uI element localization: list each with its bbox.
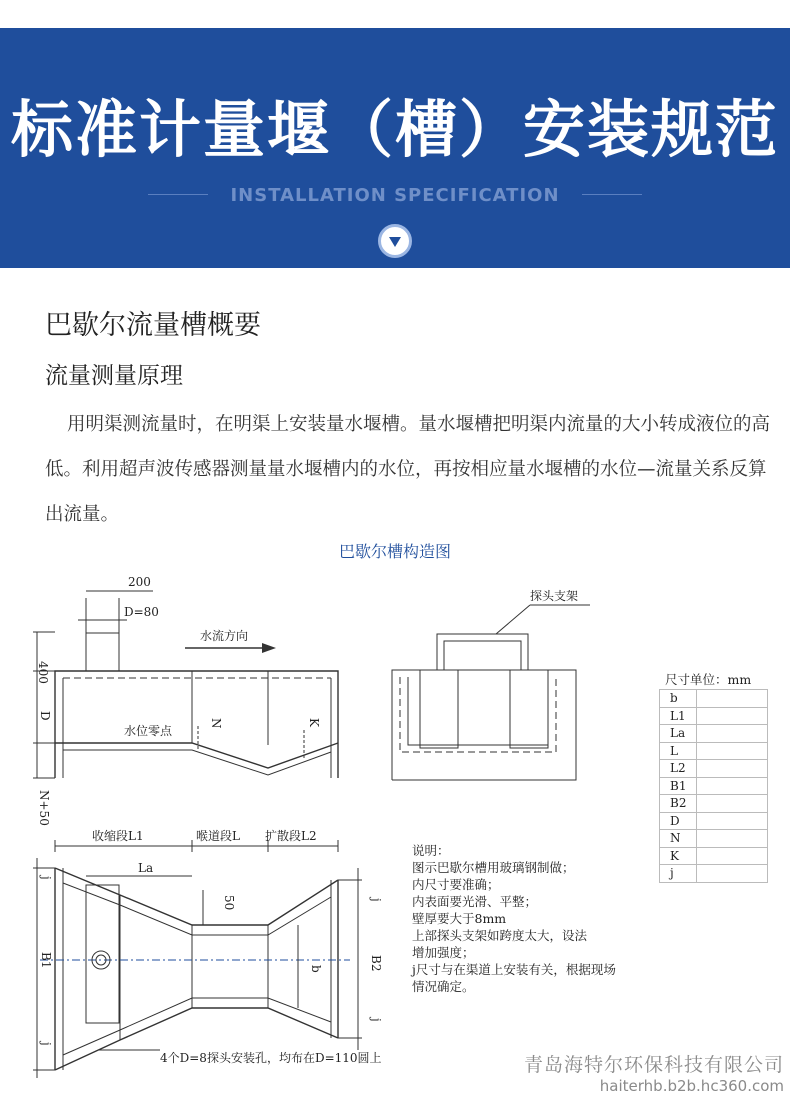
dim-b: b xyxy=(309,965,323,973)
dim-50: 50 xyxy=(222,895,236,911)
diagram-title: 巴歇尔槽构造图 xyxy=(338,542,451,561)
seg-l1-label: 收缩段L1 xyxy=(92,829,144,843)
dim-200: 200 xyxy=(128,575,151,589)
dimension-key: b xyxy=(660,690,697,708)
dimension-key: K xyxy=(660,847,697,865)
seg-l2-label: 扩散段L2 xyxy=(265,829,317,843)
dimension-key: j xyxy=(660,865,697,883)
dim-400: 400 xyxy=(36,661,50,684)
dimension-key: D xyxy=(660,812,697,830)
page-title: 标准计量堰（槽）安装规范 xyxy=(10,93,779,166)
note-line: 内表面要光滑、平整； xyxy=(412,894,538,909)
notes-block xyxy=(412,842,682,995)
dim-j-bottom-right: j xyxy=(369,1018,383,1022)
dimension-key: B2 xyxy=(660,795,697,813)
dimension-value xyxy=(697,830,768,848)
flow-arrow-icon xyxy=(262,643,276,653)
dimension-value xyxy=(697,760,768,778)
dim-j-top-right: j xyxy=(369,898,383,902)
dimension-value xyxy=(697,795,768,813)
dimension-row xyxy=(660,742,768,760)
dimension-key: N xyxy=(660,830,697,848)
dim-j-bottom-left: j xyxy=(39,1042,53,1046)
dimension-value xyxy=(697,690,768,708)
dimension-value xyxy=(697,707,768,725)
seg-l-label: 喉道段L xyxy=(196,829,240,843)
note-line: j尺寸与在渠道上安装有关，根据现场 xyxy=(412,962,616,977)
dimension-row xyxy=(660,725,768,743)
watermark-domain: haiterhb.b2b.hc360.com xyxy=(599,1077,784,1095)
page-subtitle: INSTALLATION SPECIFICATION xyxy=(230,185,560,206)
dimension-value xyxy=(697,777,768,795)
note-line: 内尺寸要准确； xyxy=(412,877,500,892)
note-line: 情况确定。 xyxy=(412,979,475,994)
dimension-value xyxy=(697,742,768,760)
dim-b2: B2 xyxy=(369,955,383,972)
dimension-row xyxy=(660,760,768,778)
probe-box xyxy=(86,633,119,671)
dim-n50: N+50 xyxy=(37,790,51,826)
dimension-key: B1 xyxy=(660,777,697,795)
watermark xyxy=(524,1050,784,1095)
dimension-row xyxy=(660,690,768,708)
dimension-row xyxy=(660,812,768,830)
dimension-key: L1 xyxy=(660,707,697,725)
dimension-value xyxy=(697,847,768,865)
note-line: 说明： xyxy=(412,843,450,858)
dim-d80: D=80 xyxy=(124,605,159,619)
section-subheading: 流量测量原理 xyxy=(45,363,183,389)
zero-level-label: 水位零点 xyxy=(124,724,173,738)
mark-n: N xyxy=(209,718,223,729)
section-heading: 巴歇尔流量槽概要 xyxy=(45,310,261,341)
dimension-row xyxy=(660,777,768,795)
probe-bracket-label: 探头支架 xyxy=(530,589,579,603)
note-line: 壁厚要大于8mm xyxy=(412,911,507,926)
note-line: 上部探头支架如跨度太大，设法 xyxy=(412,928,588,943)
note-line: 增加强度； xyxy=(412,945,475,960)
dim-j-top-left: j xyxy=(39,876,53,880)
dimension-row xyxy=(660,707,768,725)
dim-d: D xyxy=(38,711,52,721)
dimension-key: L xyxy=(660,742,697,760)
dimension-key: L2 xyxy=(660,760,697,778)
dim-b1: B1 xyxy=(39,952,53,969)
unit-label: 尺寸单位：mm xyxy=(665,672,752,687)
dimension-value xyxy=(697,725,768,743)
dimension-key: La xyxy=(660,725,697,743)
dim-la: La xyxy=(138,861,154,875)
mark-k: K xyxy=(307,718,321,727)
dimension-value xyxy=(697,865,768,883)
hole-note: 4个D=8探头安装孔，均布在D=110圆上 xyxy=(160,1051,382,1065)
watermark-company: 青岛海特尔环保科技有限公司 xyxy=(523,1054,784,1076)
dimension-value xyxy=(697,812,768,830)
flow-direction-label: 水流方向 xyxy=(200,629,249,643)
principle-paragraph: 用明渠测流量时，在明渠上安装量水堰槽。量水堰槽把明渠内流量的大小转成液位的高低。利用超声波传感器测量量水堰槽内的水位，再按相应量水堰槽的水位—流量关系反算出流量。 xyxy=(45,414,771,525)
dimension-row xyxy=(660,795,768,813)
note-line: 图示巴歇尔槽用玻璃钢制做； xyxy=(412,860,575,875)
